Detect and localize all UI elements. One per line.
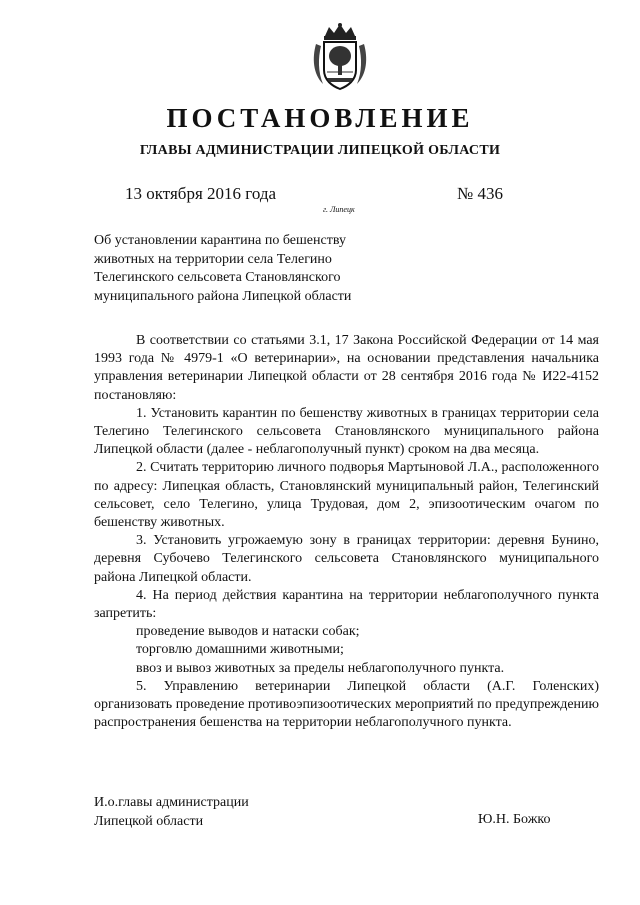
signatory-position	[94, 794, 249, 831]
intro-paragraph: В соответствии со статьями 3.1, 17 Закона Российской Федерации от 14 мая 1993 года № 4979-1 «О ветеринарии», на основании представления начальника управления ветеринарии Липецкой области от 28 сентября 2016 года № И22-4152 постановляю:	[94, 333, 599, 403]
document-number: № 436	[457, 184, 503, 203]
document-body	[94, 332, 599, 732]
signatory-position-line: И.о.главы администрации	[94, 795, 249, 810]
issuer-subtitle: ГЛАВЫ АДМИНИСТРАЦИИ ЛИПЕЦКОЙ ОБЛАСТИ	[139, 143, 501, 158]
lipetsk-coat-of-arms-icon	[311, 22, 369, 92]
subject-line: муниципального района Липецкой области	[94, 288, 352, 304]
item-5-paragraph: 5. Управлению ветеринарии Липецкой области (А.Г. Голенских) организовать проведение противоэпизоотических мероприятий по предупреждению распространения бешенства на территории неблагополучного пункта.	[94, 678, 599, 731]
document-title: ПОСТАНОВЛЕНИЕ	[166, 103, 474, 133]
item-1-paragraph: 1. Установить карантин по бешенству животных в границах территории села Телегино Телегинского сельсовета Становлянского муниципального района Липецкой области (далее - неблагополучный пункт) сроком на два месяца.	[94, 405, 599, 458]
signatory-name: Ю.Н. Божко	[478, 812, 551, 827]
document-city: г. Липецк	[323, 205, 355, 214]
subject-line: Телегинского сельсовета Становлянского	[94, 270, 341, 285]
signatory-position-line: Липецкой области	[94, 813, 204, 829]
subject-line: Об установлении карантина по бешенству	[94, 233, 346, 248]
item-3-paragraph: 3. Установить угрожаемую зону в границах территории: деревня Бунино, деревня Субочево Телегинского сельсовета Становлянского муниципального района Липецкой области.	[94, 533, 599, 585]
item-2-paragraph: 2. Считать территорию личного подворья Мартыновой Л.А., расположенного по адресу: Липецкая область, Становлянский муниципальный район, Телегинский сельсовет, село Телегино, улица Трудовая, дом 2, эпизоотическим очагом по бешенству животных.	[94, 460, 599, 531]
document-subject	[94, 232, 394, 306]
item-4-sub-3: ввоз и вывоз животных за пределы неблагополучного пункта.	[136, 660, 505, 676]
document-date: 13 октября 2016 года	[125, 184, 277, 203]
item-4-sub-2: торговлю домашними животными;	[136, 642, 344, 658]
subject-line: животных на территории села Телегино	[94, 251, 332, 267]
item-4-paragraph: 4. На период действия карантина на территории неблагополучного пункта запретить:	[94, 587, 599, 622]
item-4-sub-1: проведение выводов и натаски собак;	[136, 624, 360, 640]
